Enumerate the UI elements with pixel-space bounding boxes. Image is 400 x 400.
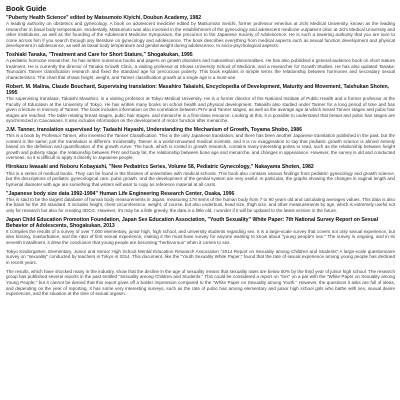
- book-entry-description: Tokyo Kindergarten, Elementary, Junior and Senior High School Mental Education Research Association "2014 Report on Sexuality among Children and Students" A large-scale questionnaire survey on "sexuality" conducted by teachers in Tokyo in 2014. This document, like the "Youth Sexuality White Paper," found that the rate of sexual experience among young people has declined in recent years.: [6, 248, 395, 265]
- book-entry-description: A leading authority on obstetrics and gynecology. A book on adolescent medicine edited by Matsumoto Seiichi, former professor emeritus at Jichi Medical University, known as the leading researcher in basal body temperature. Incidentally, Matsumoto was also involved in the establishment of the gynecology and adolescent medicine outpatient clinic at Jichi Medical University and other institutions, as well as the founding of the Adolescent Medicine Symposium, the precursor to the Japanese Society of Adolescence. He is such a towering authority that you are sure to come across him if you search through any literature on gynecology and adolescence. The book describes everything from medical aspects such as sexual function development and physical development in adolescence, as well as basal body temperature and genital weight during adolescence, to socio-psychological aspects.: [6, 21, 395, 49]
- book-entry-description: A pediatric hormone researcher, he has written numerous books and papers on growth disorders and malnutrition abnormalities. He has also published a general-audience book on short stature treatment. He is currently the director of Tanaka Growth Clinic, a visiting professor at Showa University School of Medicine, and a researcher for Growth Studies. He has also updated Tanaka-Tsunoda's Tanner classification research and fixed the standard age for precocious puberty. This book explains in simple terms the relationship between hormones and secondary sexual characteristics. The chart that shows height, weight, and Tanner classification growth at a single age is a must-see.: [6, 58, 395, 80]
- book-entry-description: This is said to be the largest database of human body measurements in Japan, measuring 178 items of the human body from 7 to 90 years old and calculating averages values. This data is also the basis for the JIS standard. It includes height, chest circumference, weight, of course, but also underbust, head size, thigh size, and other measurements by age, which is extremely useful not only for research but also for creating 3DCG. However, it's may be a little greedy, the data is a little old, I wonder if it will be updated to the latest version in the future.: [6, 196, 395, 213]
- book-entry-heading: Japan Child Education Promotion Foundation, Japan Sex Education Association, "Youth Sexuality" White Paper: 7th National Survey Report on Sexual Behavior of Adolescents, Shogakukan, 2013: [6, 216, 379, 229]
- book-entry-heading: Hirokazu Iwasaki and Noboru Kobayashi, "New Pediatrics Series, Volume 58, Pediatric Gynecology," Nakayama Shoten, 1982: [6, 164, 314, 171]
- book-entry-short-stature: [6, 52, 395, 80]
- book-entry-puberty-health-science: [6, 15, 395, 49]
- book-entry-heading: "Puberty Health Science" edited by Matsumoto Kiyichi, Doubun Academy, 1982: [6, 15, 202, 21]
- book-entry-heading: Robert. M. Malina, Claude Bouchard, Supervising translation: Masahiro Takaishi, Encyclopedia of Development, Maturity and Movement, Taishukan Shoten, 1995: [6, 83, 390, 96]
- book-entry-description: This is a series of medical books. They can be found in the libraries of universities with medical schools. This book also contains various findings from pediatric gynecology and growth science, but the descriptions of pediatric gynecological care, pubic growth, and the development of the genital system are very useful. In particular, the graphs showing the changes in vaginal length and hymenal diameter with age are something that writers will want to copy as reference material at all costs.: [6, 170, 395, 187]
- book-entry-mechanism-of-growth: [6, 127, 395, 161]
- book-entry-heading: J.M. Tanner, translation supervised by: Tadashi Hayashi, Understanding the Mechanism of Growth, Toyama Shobo, 1986: [6, 127, 303, 134]
- book-entry-description: The supervising translator, Takaishi Masahiro, is a visiting professor at Tokyo Medical University. He is a former director of the National Institute of Public Health and a former professor at the Faculty of Education at the University of Tokyo. He has written many books on school health and physical development. Takaishi also studied under Tanner for a long period of time and has given a lecture in memory of Tanner. The book includes information on the correlation between PHV and Tanner stages, as well as the average age at which breast Tanner stages and pubic hair stages are reached. The table relating breast stages, pubic hair stages, and menarche is a first-class resource. Looking at this, it is possible to understand that breast and pubic hair stages are synchronized in Caucasians. It also includes information on the development of motor function after menarche.: [6, 96, 395, 124]
- book-entry-description: It compiles the results of a survey of over 7,000 elementary, junior high, high school, and university students regarding sex. It is a large-scale survey that covers not only sexual experience, but also kissing, masturbation, and the ratio of first sexual experience, making it the must-have survey for anyone wanting to know about "young people's sex." The survey is ongoing, and in its seventh installment, it drew the conclusion that young people are becoming "herbivorous" when it comes to sex.: [6, 228, 395, 245]
- book-entry-heading: "Japanese body size data 1992-1994" Human Life Engineering Research Center, Osaka, 1996: [6, 190, 235, 197]
- book-entry-tokyo-sexuality-report: [6, 249, 395, 266]
- book-entry-description: This is a book by Professor Tanner, who invented the Tanner Classification. This is the only Japanese translation, and there has been another Japanese translation published in the past, but the content is the same; just the translation is different. Incidentally, Tanner is a world-renowned medical scientist, and it is no exaggeration to say that pediatric growth science is almost entirely based on the definition and quantification of the growth curve. The book, which is rooted in growth research, contains many interesting points to read, such as the relationship between height growth and puberty stage, the relationship between PHV and body fat, the relationship between bone age and menarche, and changes in appearance. However, the survey is old and conducted overseas, so it is difficult to apply it directly to Japanese people.: [6, 133, 395, 161]
- book-entry-body-size-data: [6, 191, 395, 214]
- book-entry-youth-sexuality-white-paper: [6, 217, 395, 246]
- page-title: Book Guide: [6, 4, 47, 13]
- book-entry-encyclopedia-development: [6, 84, 395, 124]
- book-entry-pediatric-gynecology: [6, 164, 395, 187]
- book-entry-heading: Toshiaki Tanaka, "Treatment and Care for Short Stature," Shogakukan, 1995: [6, 52, 193, 59]
- book-entry-description: The results, which have shocked many in the industry, show that the decline in the age of sexuality means that sexuality rates are below 50% by the third year of junior high school. The research group has published several reports in the past entitled "Sexuality among Children and Students." This could be considered a report on "sex" on a par with the "White Paper on Sexuality among Young People," but it cannot be denied that this report gives off a bolder impression compared to the "White Paper on Sexuality among Youth." However, the questions it asks are full of ideas, and depending on the year of reporting, it has some very interesting surveys, such as the rate of pubic hair among elementary and junior high school girls who bathe with sex, sexual desire experiences, and the situation at the time of sexual orgasm.: [6, 268, 395, 297]
- book-entry-tokyo-sexuality-report-continued: [6, 269, 395, 297]
